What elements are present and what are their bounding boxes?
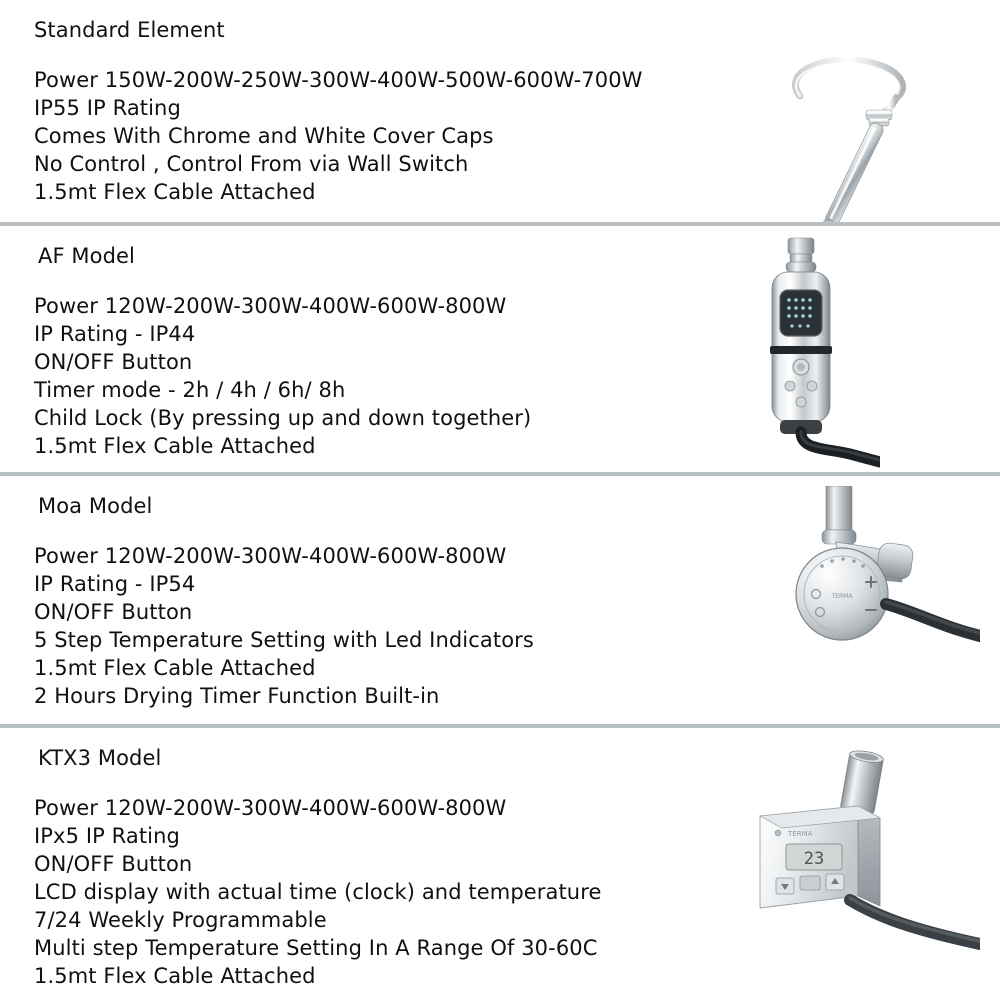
ktx3-model-controller-photo — [730, 748, 980, 968]
svg-text:TERMA: TERMA — [831, 593, 853, 600]
spec-item: 5 Step Temperature Setting with Led Indicators — [34, 628, 534, 652]
section-af-model — [0, 226, 1000, 472]
spec-item: Comes With Chrome and White Cover Caps — [34, 124, 494, 148]
spec-item: Power 120W-200W-300W-400W-600W-800W — [34, 796, 507, 820]
spec-item: Child Lock (By pressing up and down together) — [34, 406, 532, 430]
spec-item: 1.5mt Flex Cable Attached — [34, 964, 316, 988]
section-moa-model — [0, 476, 1000, 724]
spec-item: 1.5mt Flex Cable Attached — [34, 180, 316, 204]
section-title: Moa Model — [38, 494, 153, 518]
spec-item: IP Rating - IP54 — [34, 572, 196, 596]
spec-item: No Control , Control From via Wall Switch — [34, 152, 469, 176]
section-standard-element — [0, 0, 1000, 222]
spec-item: Multi step Temperature Setting In A Range Of 30-60C — [34, 936, 598, 960]
spec-item: IPx5 IP Rating — [34, 824, 180, 848]
section-title: AF Model — [38, 244, 135, 268]
section-ktx3-model — [0, 728, 1000, 1000]
spec-item: Power 150W-200W-250W-300W-400W-500W-600W-700W — [34, 68, 643, 92]
spec-item: 1.5mt Flex Cable Attached — [34, 656, 316, 680]
standard-heating-element-photo — [770, 52, 990, 222]
spec-item: IP Rating - IP44 — [34, 322, 196, 346]
moa-model-controller-photo — [750, 486, 980, 686]
spec-item: Power 120W-200W-300W-400W-600W-800W — [34, 544, 507, 568]
spec-item: Power 120W-200W-300W-400W-600W-800W — [34, 294, 507, 318]
spec-item: LCD display with actual time (clock) and temperature — [34, 880, 602, 904]
spec-item: 1.5mt Flex Cable Attached — [34, 434, 316, 458]
spec-item: ON/OFF Button — [34, 600, 193, 624]
svg-text:TERMA: TERMA — [788, 830, 813, 838]
spec-item: IP55 IP Rating — [34, 96, 181, 120]
section-title: Standard Element — [34, 18, 225, 42]
spec-item: ON/OFF Button — [34, 350, 193, 374]
spec-item: 7/24 Weekly Programmable — [34, 908, 327, 932]
spec-item: ON/OFF Button — [34, 852, 193, 876]
spec-item: 2 Hours Drying Timer Function Built-in — [34, 684, 440, 708]
section-title: KTX3 Model — [38, 746, 162, 770]
af-model-controller-photo — [730, 234, 880, 464]
spec-item: Timer mode - 2h / 4h / 6h/ 8h — [34, 378, 346, 402]
ktx-lcd-value: 23 — [803, 849, 825, 869]
